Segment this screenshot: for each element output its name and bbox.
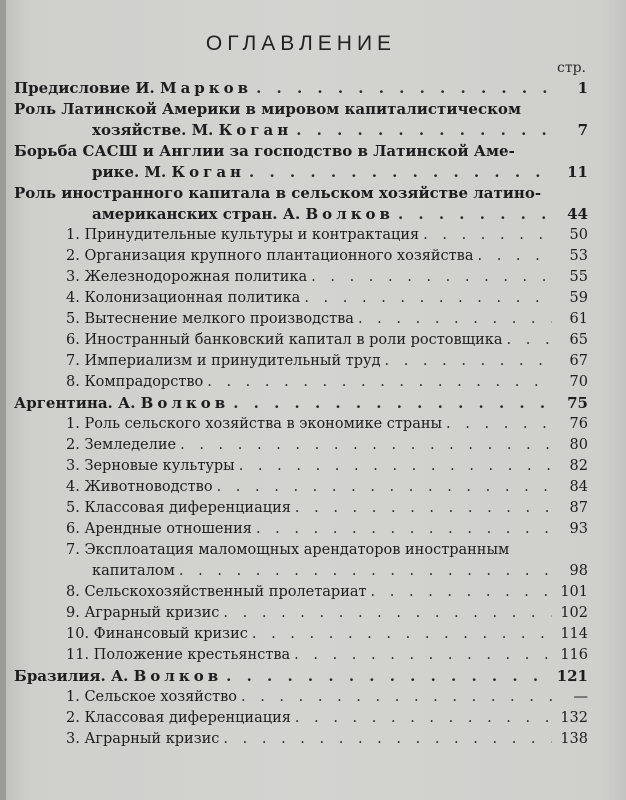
toc-entry bbox=[14, 330, 588, 351]
toc-page-number: 1 bbox=[577, 79, 588, 97]
dot-leader bbox=[423, 225, 552, 246]
dot-leader bbox=[311, 267, 552, 288]
toc-entry bbox=[14, 729, 588, 750]
toc-entry bbox=[14, 141, 588, 162]
toc-entry-text: 7. Эксплоатация маломощных арендаторов иностранным bbox=[66, 542, 510, 558]
toc-entry-text: рике. М. bbox=[92, 163, 167, 181]
toc-entry-title bbox=[66, 498, 291, 519]
toc-entry bbox=[14, 225, 588, 246]
toc-entry-text: Аргентина. А. bbox=[14, 394, 136, 412]
toc-entry bbox=[14, 99, 588, 120]
toc-entry bbox=[14, 708, 588, 729]
toc-entry-title bbox=[92, 120, 292, 141]
dot-leader bbox=[304, 288, 552, 309]
toc-page-number: 11 bbox=[567, 163, 588, 181]
toc-entry bbox=[14, 582, 588, 603]
toc-entry bbox=[14, 456, 588, 477]
toc-entry bbox=[14, 204, 588, 225]
toc-entry-text: 7. Империализм и принудительный труд bbox=[66, 353, 381, 369]
toc-entry-title bbox=[66, 540, 509, 561]
toc-page-number: — bbox=[573, 689, 588, 705]
toc-page-number: 98 bbox=[569, 563, 588, 579]
toc-entry bbox=[14, 624, 588, 645]
dot-leader bbox=[295, 498, 552, 519]
toc-entry bbox=[14, 603, 588, 624]
toc-entry-text: 4. Колонизационная политика bbox=[66, 290, 301, 306]
toc-page-number: 132 bbox=[560, 710, 588, 726]
toc-entry bbox=[14, 519, 588, 540]
toc-page-number: 55 bbox=[569, 269, 588, 285]
page-spine-shadow bbox=[0, 0, 6, 800]
toc-entry-author: Марков bbox=[159, 79, 253, 97]
dot-leader bbox=[371, 582, 552, 603]
toc-entry-text: 2. Классовая диференциация bbox=[66, 710, 291, 726]
toc-entry bbox=[14, 183, 588, 204]
toc-entry-text: 5. Вытеснение мелкого производства bbox=[66, 311, 354, 327]
dot-leader bbox=[478, 246, 553, 267]
dot-leader bbox=[252, 624, 552, 645]
toc-entry-title bbox=[66, 582, 367, 603]
toc-entry-title bbox=[66, 414, 442, 435]
toc-page-number: 87 bbox=[569, 500, 588, 516]
dot-leader bbox=[217, 477, 552, 498]
toc-entry bbox=[14, 78, 588, 99]
toc-entry-title bbox=[66, 330, 503, 351]
toc-entry-text: Борьба САСШ и Англии за господство в Латинской Аме- bbox=[14, 142, 515, 160]
toc-page-number: 67 bbox=[569, 353, 588, 369]
toc-entry-text: 4. Животноводство bbox=[66, 479, 213, 495]
toc-entry-title bbox=[92, 162, 245, 183]
toc-page-number: 93 bbox=[569, 521, 588, 537]
toc-entry-title bbox=[66, 456, 235, 477]
toc-entry-title bbox=[66, 519, 252, 540]
dot-leader bbox=[226, 666, 551, 687]
toc-entry-text: Предисловие И. bbox=[14, 79, 155, 97]
dot-leader bbox=[294, 645, 552, 666]
toc-page-number: 7 bbox=[577, 121, 588, 139]
toc-entry-title bbox=[14, 666, 222, 687]
toc-entry-title bbox=[66, 729, 219, 750]
toc-page-number: 116 bbox=[560, 647, 588, 663]
toc-entry-text: 1. Сельское хозяйство bbox=[66, 689, 237, 705]
toc-entry-title bbox=[66, 624, 248, 645]
toc-entry-author: Волков bbox=[133, 667, 223, 685]
toc-entry-title bbox=[14, 99, 521, 120]
toc-entry-title bbox=[66, 372, 203, 393]
page-title: ОГЛАВЛЕНИЕ bbox=[205, 32, 397, 55]
toc-entry-title bbox=[66, 687, 237, 708]
toc-page-number: 101 bbox=[560, 584, 588, 600]
toc-entry bbox=[14, 540, 588, 561]
toc-entry-title bbox=[66, 267, 307, 288]
toc-entry bbox=[14, 246, 588, 267]
toc-page-number: 75 bbox=[567, 394, 588, 412]
toc-entry bbox=[14, 561, 588, 582]
toc-entry bbox=[14, 162, 588, 183]
toc-entry-title bbox=[66, 435, 176, 456]
dot-leader bbox=[179, 561, 552, 582]
toc-page-number: 50 bbox=[569, 227, 588, 243]
toc-entry-title bbox=[66, 246, 474, 267]
dot-leader bbox=[223, 603, 552, 624]
toc-entry bbox=[14, 477, 588, 498]
toc-entry-text: 6. Арендные отношения bbox=[66, 521, 252, 537]
toc-entry-title bbox=[66, 225, 419, 246]
toc-entry-title bbox=[92, 204, 394, 225]
toc-page-number: 65 bbox=[569, 332, 588, 348]
toc-entry-text: 1. Принудительные культуры и контрактация bbox=[66, 227, 420, 243]
toc-entry-title bbox=[14, 78, 252, 99]
dot-leader bbox=[233, 393, 552, 414]
toc-entry-title bbox=[66, 288, 300, 309]
toc-entry-author: Коган bbox=[171, 163, 246, 181]
toc-page-number: 80 bbox=[569, 437, 588, 453]
toc-page-number: 102 bbox=[560, 605, 588, 621]
toc-entry-title bbox=[66, 645, 290, 666]
toc-entry-title bbox=[14, 183, 541, 204]
toc-entry-text: 8. Сельскохозяйственный пролетариат bbox=[66, 584, 367, 600]
toc-page-number: 114 bbox=[560, 626, 588, 642]
toc-entry-text: капиталом bbox=[92, 563, 175, 579]
toc-page-number: 61 bbox=[569, 311, 588, 327]
toc-entry bbox=[14, 372, 588, 393]
toc-entry-text: 3. Зерновые культуры bbox=[66, 458, 235, 474]
toc-page-number: 138 bbox=[560, 731, 588, 747]
dot-leader bbox=[296, 120, 552, 141]
toc-entry-title bbox=[14, 393, 229, 414]
toc-entry-title bbox=[66, 351, 381, 372]
toc-entry bbox=[14, 414, 588, 435]
toc-entry-text: 9. Аграрный кризис bbox=[66, 605, 220, 621]
toc-entry bbox=[14, 645, 588, 666]
toc-entry-text: 11. Положение крестьянства bbox=[66, 647, 291, 663]
dot-leader bbox=[507, 330, 552, 351]
dot-leader bbox=[249, 162, 552, 183]
toc-entry-title bbox=[92, 561, 175, 582]
toc-entry bbox=[14, 498, 588, 519]
toc-entry-title bbox=[66, 603, 219, 624]
toc-entry-text: хозяйстве. М. bbox=[92, 121, 214, 139]
toc-entry bbox=[14, 267, 588, 288]
toc-entry-text: 5. Классовая диференциация bbox=[66, 500, 291, 516]
toc-entry bbox=[14, 687, 588, 708]
dot-leader bbox=[446, 414, 552, 435]
toc-entry-title bbox=[66, 309, 354, 330]
toc-entry-author: Волков bbox=[140, 394, 230, 412]
toc-page-number: 84 bbox=[569, 479, 588, 495]
dot-leader bbox=[256, 519, 552, 540]
dot-leader bbox=[207, 372, 552, 393]
toc-page-number: 53 bbox=[569, 248, 588, 264]
toc-page-number: 44 bbox=[567, 205, 588, 223]
dot-leader bbox=[295, 708, 552, 729]
toc-entry bbox=[14, 288, 588, 309]
toc-entry bbox=[14, 120, 588, 141]
page-column-label: стр. bbox=[557, 60, 586, 76]
toc-entry bbox=[14, 393, 588, 414]
toc-entry bbox=[14, 435, 588, 456]
toc-entry-text: Бразилия. А. bbox=[14, 667, 129, 685]
dot-leader bbox=[241, 687, 552, 708]
toc-entry bbox=[14, 309, 588, 330]
dot-leader bbox=[398, 204, 552, 225]
toc-entry-text: американских стран. А. bbox=[92, 205, 301, 223]
toc-entry-author: Коган bbox=[218, 121, 293, 139]
dot-leader bbox=[223, 729, 552, 750]
toc-page-number: 70 bbox=[569, 374, 588, 390]
toc-entry-text: 6. Иностранный банковский капитал в роли ростовщика bbox=[66, 332, 503, 348]
toc-entry-text: 1. Роль сельского хозяйства в экономике страны bbox=[66, 416, 443, 432]
toc-entry-author: Волков bbox=[305, 205, 394, 223]
toc-page-number: 59 bbox=[569, 290, 588, 306]
toc-entry-text: 10. Финансовый кризис bbox=[66, 626, 248, 642]
toc-entry bbox=[14, 666, 588, 687]
toc-entry-title bbox=[66, 477, 213, 498]
toc-entry-text: Роль Латинской Америки в мировом капиталистическом bbox=[14, 100, 521, 118]
toc-page-number: 82 bbox=[569, 458, 588, 474]
toc-entry-text: 2. Земледелие bbox=[66, 437, 177, 453]
dot-leader bbox=[256, 78, 552, 99]
toc-entry-text: 8. Компрадорство bbox=[66, 374, 204, 390]
dot-leader bbox=[358, 309, 552, 330]
toc-entry-title bbox=[66, 708, 291, 729]
toc-entry-text: 3. Аграрный кризис bbox=[66, 731, 220, 747]
toc-entry-text: Роль иностранного капитала в сельском хозяйстве латино- bbox=[14, 184, 542, 202]
toc-entry-text: 2. Организация крупного плантационного хозяйства bbox=[66, 248, 474, 264]
toc-entry-text: 3. Железнодорожная политика bbox=[66, 269, 308, 285]
toc-page-number: 76 bbox=[569, 416, 588, 432]
toc-entry-title bbox=[14, 141, 515, 162]
toc-entry bbox=[14, 351, 588, 372]
toc-page-number: 121 bbox=[556, 667, 588, 685]
dot-leader bbox=[385, 351, 553, 372]
table-of-contents bbox=[14, 78, 588, 750]
dot-leader bbox=[180, 435, 552, 456]
dot-leader bbox=[239, 456, 552, 477]
